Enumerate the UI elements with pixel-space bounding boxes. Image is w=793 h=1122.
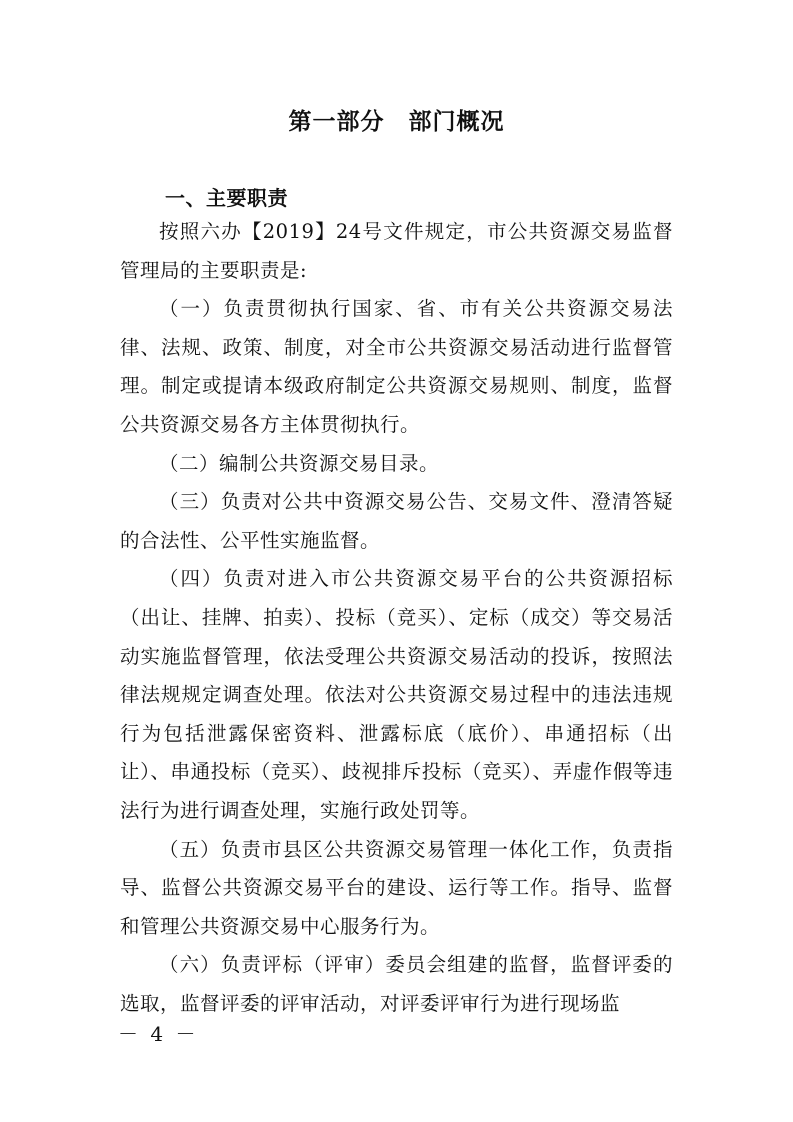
paragraph-duty-1: （一）负责贯彻执行国家、省、市有关公共资源交易法律、法规、政策、制度，对全市公共资源交易活动进行监督管理。制定或提请本级政府制定公共资源交易规则、制度，监督公共资源交易各方主体贯彻执行。	[120, 297, 673, 436]
paragraph-duty-4: （四）负责对进入市公共资源交易平台的公共资源招标（出让、挂牌、拍卖）、投标（竞买）、定标（成交）等交易活动实施监督管理，依法受理公共资源交易活动的投诉，按照法律法规规定调查处理。依法对公共资源交易过程中的违法违规行为包括泄露保密资料、泄露标底（底价）、串通招标（出让）、串通投标（竞买）、歧视排斥投标（竞买）、弄虚作假等违法行为进行调查处理，实施行政处罚等。	[120, 567, 673, 822]
paragraph-duty-6: （六）负责评标（评审）委员会组建的监督，监督评委的选取，监督评委的评审活动，对评委评审行为进行现场监	[120, 953, 673, 1015]
paragraph-intro: 按照六办【2019】24号文件规定，市公共资源交易监督管理局的主要职责是:	[120, 220, 673, 282]
body-text	[120, 213, 673, 1023]
paragraph-duty-5: （五）负责市县区公共资源交易管理一体化工作，负责指导、监督公共资源交易平台的建设、运行等工作。指导、监督和管理公共资源交易中心服务行为。	[120, 837, 673, 938]
paragraph-duty-2: （二）编制公共资源交易目录。	[159, 451, 440, 475]
page-number: － 4 －	[118, 1022, 199, 1046]
section-heading: 一、主要职责	[165, 186, 288, 210]
paragraph-duty-3: （三）负责对公共中资源交易公告、交易文件、澄清答疑的合法性、公平性实施监督。	[120, 490, 673, 552]
page-title: 第一部分 部门概况	[288, 109, 505, 135]
